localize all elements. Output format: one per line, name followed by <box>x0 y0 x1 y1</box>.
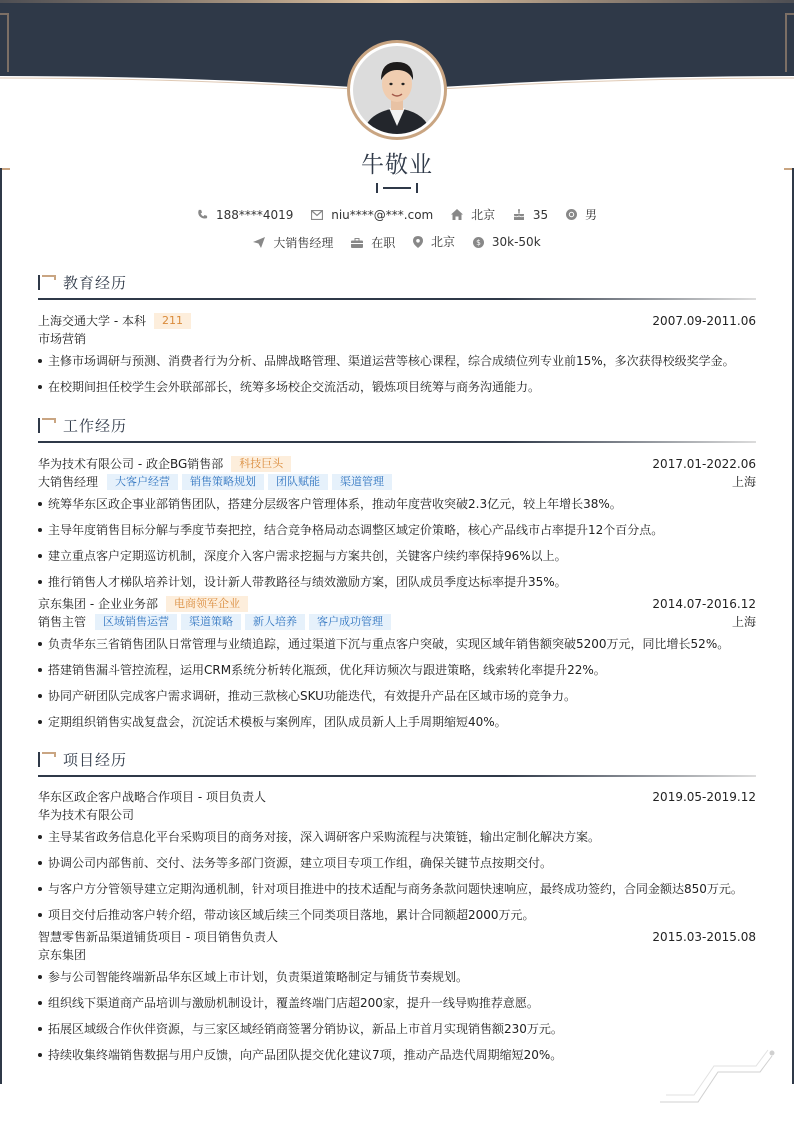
education-section <box>38 272 756 394</box>
skill-tag: 大客户经营 <box>107 474 178 490</box>
section-header <box>38 749 756 773</box>
intent-status: 在职 <box>351 234 395 251</box>
candidate-name: 牛敬业 <box>361 152 433 178</box>
school-badge: 211 <box>154 313 191 329</box>
location-icon <box>413 236 423 248</box>
job-bullets <box>38 491 756 595</box>
skill-tag: 团队赋能 <box>268 474 328 490</box>
info-email: niu****@***.com <box>311 208 433 222</box>
project-entry <box>38 928 756 1068</box>
briefcase-icon <box>351 238 363 248</box>
company-badge: 科技巨头 <box>231 456 291 472</box>
skill-tag: 客户成功管理 <box>309 614 391 630</box>
project-name: 智慧零售新品渠道铺货项目 - 项目销售负责人 <box>38 930 278 944</box>
section-title: 教育经历 <box>63 274 128 292</box>
company-name: 华为技术有限公司 - 政企BG销售部 <box>38 457 224 471</box>
section-title: 项目经历 <box>63 751 128 769</box>
job-intent-row <box>0 233 794 251</box>
project-bullets <box>38 824 756 928</box>
job-bullets <box>38 631 756 735</box>
skill-tag: 销售策略规划 <box>182 474 264 490</box>
home-icon <box>451 209 463 220</box>
salary-icon <box>473 237 484 248</box>
section-mark-icon <box>38 752 56 767</box>
project-entry <box>38 788 756 928</box>
list-item: 协调公司内部售前、交付、法务等多部门资源，建立项目专项工作组，确保关键节点按期交付。 <box>38 850 756 876</box>
basic-info-row <box>0 206 794 223</box>
list-item: 主导年度销售目标分解与季度节奏把控，结合竞争格局动态调整区域定价策略，核心产品线市占率提升12个百分点。 <box>38 517 756 543</box>
list-item: 主导某省政务信息化平台采购项目的商务对接，深入调研客户采购流程与决策链，输出定制化解决方案。 <box>38 824 756 850</box>
job-date: 2014.07-2016.12 <box>652 597 756 611</box>
skill-tag: 渠道策略 <box>181 614 241 630</box>
project-name: 华东区政企客户战略合作项目 - 项目负责人 <box>38 790 266 804</box>
section-mark-icon <box>38 275 56 290</box>
education-date: 2007.09-2011.06 <box>652 314 756 328</box>
list-item: 负责华东三省销售团队日常管理与业绩追踪，通过渠道下沉与重点客户突破，实现区域年销售额突破5200万元，同比增长52%。 <box>38 631 756 657</box>
svg-text:$: $ <box>475 237 481 247</box>
list-item: 协同产研团队完成客户需求调研，推动三款核心SKU功能迭代，有效提升产品在区域市场的竞争力。 <box>38 683 756 709</box>
section-divider <box>38 775 756 777</box>
intent-salary: $ 30k-50k <box>473 235 541 249</box>
send-icon <box>253 237 265 248</box>
job-entry <box>38 595 756 735</box>
education-entry <box>38 312 756 400</box>
list-item: 搭建销售漏斗管控流程，运用CRM系统分析转化瓶颈，优化拜访频次与跟进策略，线索转化率提升22%。 <box>38 657 756 683</box>
skill-tag: 新人培养 <box>245 614 305 630</box>
list-item: 持续收集终端销售数据与用户反馈，向产品团队提交优化建议7项，推动产品迭代周期缩短20%。 <box>38 1042 756 1068</box>
mail-icon <box>311 210 323 220</box>
intent-city: 北京 <box>413 233 455 250</box>
major: 市场营销 <box>38 332 87 346</box>
list-item: 主修市场调研与预测、消费者行为分析、品牌战略管理、渠道运营等核心课程，综合成绩位列专业前15%，多次获得校级奖学金。 <box>38 348 756 374</box>
info-age: 35 <box>513 208 548 222</box>
list-item: 组织线下渠道商产品培训与激励机制设计，覆盖终端门店超200家，提升一线导购推荐意愿。 <box>38 990 756 1016</box>
list-item: 统筹华东区政企事业部销售团队，搭建分层级客户管理体系，推动年度营收突破2.3亿元，较上年增长38%。 <box>38 491 756 517</box>
section-mark-icon <box>38 418 56 433</box>
name-divider <box>376 183 418 193</box>
skill-tag: 渠道管理 <box>332 474 392 490</box>
intent-position: 大销售经理 <box>253 234 333 251</box>
avatar <box>347 40 447 140</box>
project-date: 2019.05-2019.12 <box>652 790 756 804</box>
company-name: 京东集团 - 企业业务部 <box>38 597 158 611</box>
project-org: 京东集团 <box>38 948 87 962</box>
list-item: 拓展区域级合作伙伴资源，与三家区域经销商签署分销协议，新品上市首月实现销售额230万元。 <box>38 1016 756 1042</box>
cake-icon <box>513 209 525 220</box>
section-title: 工作经历 <box>63 417 128 435</box>
list-item: 参与公司智能终端新品华东区域上市计划，负责渠道策略制定与铺货节奏规划。 <box>38 964 756 990</box>
gender-icon <box>566 209 577 220</box>
job-city: 上海 <box>731 615 756 629</box>
project-org: 华为技术有限公司 <box>38 808 135 822</box>
info-city: 北京 <box>451 206 495 223</box>
projects-section <box>38 749 756 1062</box>
section-divider <box>38 441 756 443</box>
info-phone: 188****4019 <box>197 208 293 222</box>
skill-tag: 区域销售运营 <box>95 614 177 630</box>
list-item: 建立重点客户定期巡访机制，深度介入客户需求挖掘与方案共创，关键客户续约率保持96%以上。 <box>38 543 756 569</box>
left-border-line <box>0 168 2 1084</box>
section-header <box>38 272 756 296</box>
list-item: 推行销售人才梯队培养计划，设计新人带教路径与绩效激励方案，团队成员季度达标率提升35%。 <box>38 569 756 595</box>
corner-decoration <box>660 1048 778 1108</box>
phone-icon <box>197 209 208 220</box>
work-section <box>38 415 756 729</box>
job-date: 2017.01-2022.06 <box>652 457 756 471</box>
section-header <box>38 415 756 439</box>
job-entry <box>38 455 756 595</box>
project-date: 2015.03-2015.08 <box>652 930 756 944</box>
section-divider <box>38 298 756 300</box>
list-item: 在校期间担任校学生会外联部部长，统筹多场校企交流活动，锻炼项目统筹与商务沟通能力。 <box>38 374 756 400</box>
list-item: 项目交付后推动客户转介绍，带动该区域后续三个同类项目落地，累计合同额超2000万元。 <box>38 902 756 928</box>
job-city: 上海 <box>731 475 756 489</box>
education-bullets <box>38 348 756 400</box>
company-badge: 电商领军企业 <box>166 596 248 612</box>
project-bullets <box>38 964 756 1068</box>
info-gender: 男 <box>566 206 597 223</box>
list-item: 定期组织销售实战复盘会，沉淀话术模板与案例库，团队成员新人上手周期缩短40%。 <box>38 709 756 735</box>
avatar-photo <box>353 46 441 134</box>
list-item: 与客户方分管领导建立定期沟通机制，针对项目推进中的技术适配与商务条款问题快速响应，最终成功签约，合同金额达850万元。 <box>38 876 756 902</box>
school-name: 上海交通大学 - 本科 <box>38 314 146 328</box>
job-role: 大销售经理 <box>38 475 99 489</box>
job-role: 销售主管 <box>38 615 87 629</box>
